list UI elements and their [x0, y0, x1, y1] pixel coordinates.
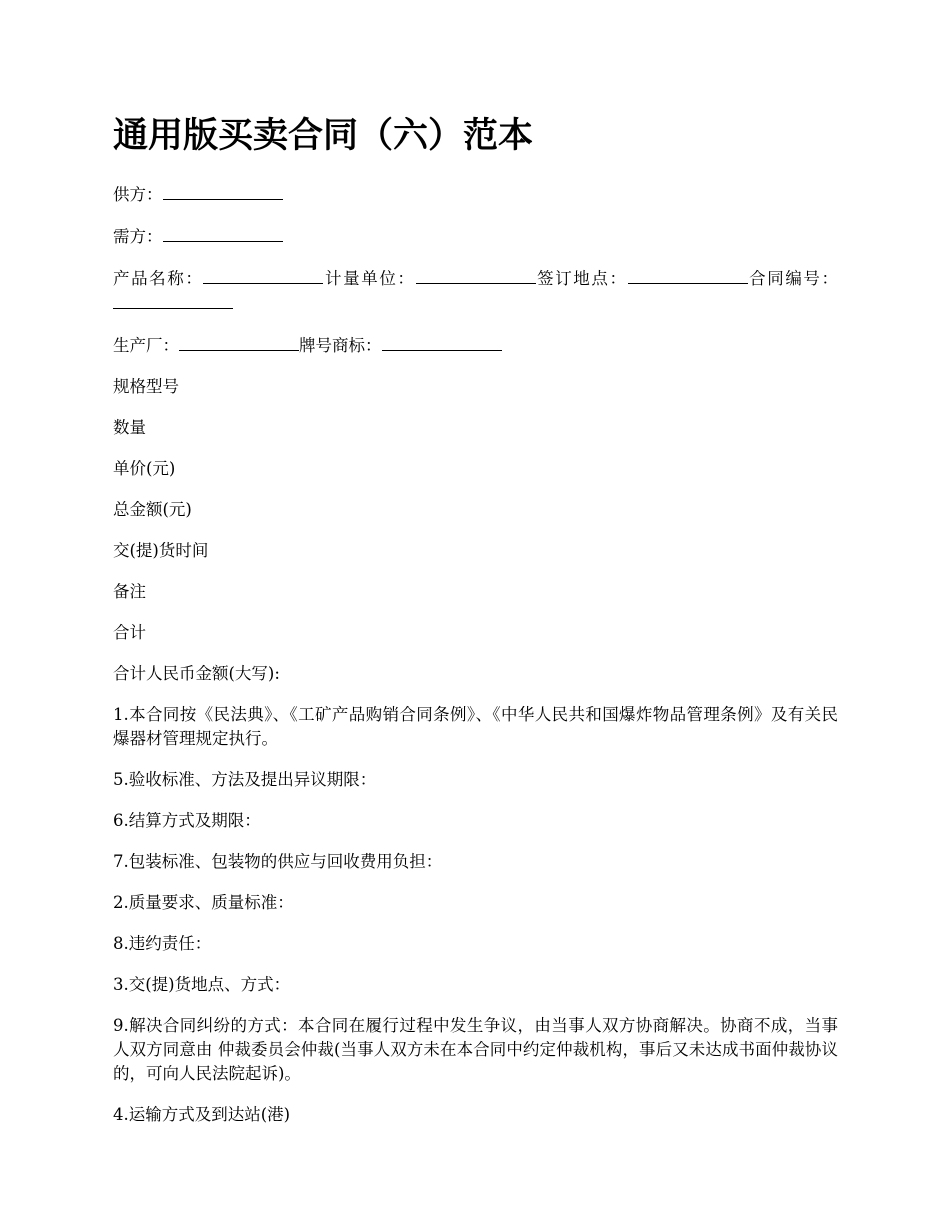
brand-field: [299, 336, 502, 355]
clause-9: 9.解决合同纠纷的方式：本合同在履行过程中发生争议，由当事人双方协商解决。协商不成，当事人双方同意由 仲裁委员会仲裁(当事人双方未在本合同中约定仲裁机构，事后又未达成书面仲裁协议的，可向人民法院起诉)。: [113, 1016, 838, 1083]
buyer-label: 需方：: [113, 227, 163, 246]
brand-label: 牌号商标：: [299, 336, 382, 355]
unit-label: 计量单位：: [323, 269, 416, 288]
contract-no-blank: [113, 291, 233, 309]
clause-6: 6.结算方式及期限：: [113, 811, 261, 830]
table-header-quantity: 数量: [113, 418, 146, 437]
clause-8: 8.违约责任：: [113, 934, 212, 953]
clause-7: 7.包装标准、包装物的供应与回收费用负担：: [113, 852, 443, 871]
sign-place-label: 签订地点：: [535, 269, 628, 288]
product-name-field: [113, 269, 323, 288]
manufacturer-field: [113, 336, 299, 355]
buyer-blank: [163, 224, 283, 242]
supplier-blank: [163, 182, 283, 200]
table-header-spec: 规格型号: [113, 377, 179, 396]
clause-5: 5.验收标准、方法及提出异议期限：: [113, 770, 377, 789]
supplier-line: [113, 182, 838, 207]
clause-3: 3.交(提)货地点、方式：: [113, 975, 291, 994]
clause-1: 1.本合同按《民法典》、《工矿产品购销合同条例》、《中华人民共和国爆炸物品管理条例》及有关民爆器材管理规定执行。: [113, 705, 838, 748]
document-title: 通用版买卖合同（六）范本: [113, 115, 534, 156]
contract-body: [113, 182, 838, 1144]
product-name-label: 产品名称：: [113, 269, 204, 288]
brand-blank: [382, 333, 502, 351]
clause-4: 4.运输方式及到达站(港): [113, 1105, 291, 1124]
clause-2: 2.质量要求、质量标准：: [113, 893, 294, 912]
manufacturer-label: 生产厂：: [113, 336, 179, 355]
table-header-delivery-time: 交(提)货时间: [113, 541, 209, 560]
table-header-sum: 合计: [113, 623, 146, 642]
manufacturer-line: [113, 333, 838, 358]
supplier-label: 供方：: [113, 185, 163, 204]
sign-place-field: [536, 269, 748, 288]
table-header-sum-rmb: 合计人民币金额(大写):: [113, 664, 280, 683]
table-header-unit-price: 单价(元): [113, 459, 176, 478]
contract-no-label: 合同编号：: [747, 269, 839, 288]
sign-place-blank: [628, 266, 748, 284]
unit-field: [323, 269, 535, 288]
unit-blank: [416, 266, 536, 284]
product-name-blank: [203, 266, 323, 284]
table-header-remarks: 备注: [113, 582, 146, 601]
table-header-total-amount: 总金额(元): [113, 500, 192, 519]
buyer-line: [113, 224, 838, 249]
manufacturer-blank: [179, 333, 299, 351]
product-info-line: [113, 266, 838, 316]
